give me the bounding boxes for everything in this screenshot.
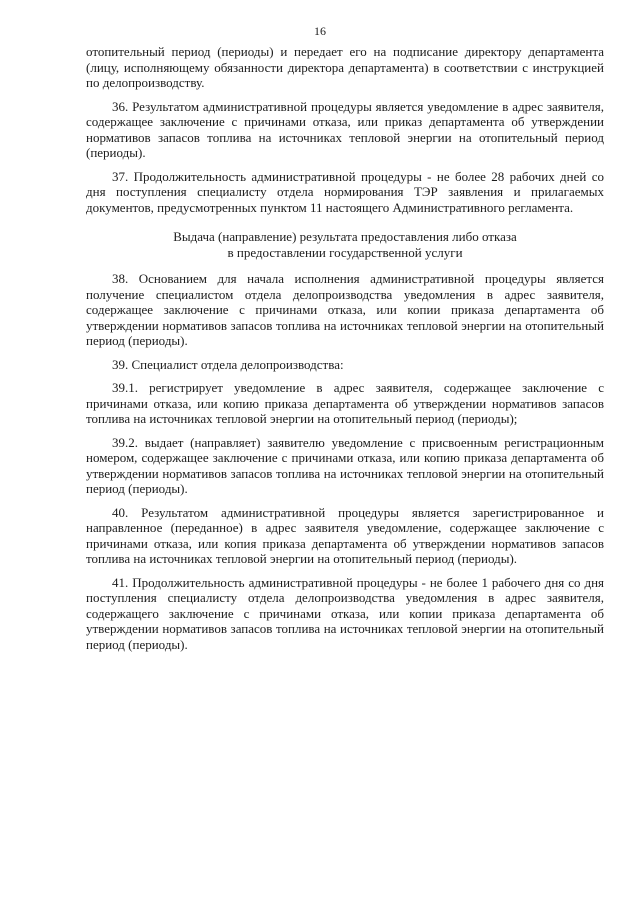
section-heading bbox=[86, 229, 604, 261]
section-heading-line-2: в предоставлении государственной услуги bbox=[227, 245, 463, 260]
paragraph-39: 39. Специалист отдела делопроизводства: bbox=[112, 356, 344, 372]
paragraph-37: 37. Продолжительность административной процедуры - не более 28 рабочих дней со дня поступления специалисту отдела нормирования ТЭР заявления и прилагаемых документов, предусмотренных пунктом 11 настоящего Административного регламента. bbox=[86, 168, 604, 215]
paragraph-38: 38. Основанием для начала исполнения административной процедуры является получение специалистом отдела делопроизводства уведомления в адрес заявителя, содержащее заключение с причинами отказа, или копии приказа департамента об утверждении нормативов запасов топлива на источниках тепловой энергии на отопительный период (периоды). bbox=[86, 271, 604, 348]
document-body bbox=[86, 44, 604, 660]
paragraph-41: 41. Продолжительность административной процедуры - не более 1 рабочего дня со дня поступления специалисту отдела делопроизводства уведомления в адрес заявителя, содержащего заключение с причинами отказа, или копии приказа департамента об утверждении нормативов запасов топлива на источниках тепловой энергии на отопительный период (периоды). bbox=[86, 574, 604, 652]
page-number: 16 bbox=[314, 24, 326, 38]
paragraph-36: 36. Результатом административной процедуры является уведомление в адрес заявителя, содержащее заключение с причинами отказа, или приказ департамента об утверждении нормативов запасов топлива на источниках тепловой энергии на отопительный период (периоды). bbox=[86, 98, 604, 160]
section-heading-line-1: Выдача (направление) результата предоставления либо отказа bbox=[173, 229, 517, 244]
paragraph-continuation: отопительный период (периоды) и передает его на подписание директору департамента (лицу, исполняющему обязанности директора департамента) в соответствии с инструкцией по делопроизводству. bbox=[86, 44, 604, 90]
paragraph-39-2: 39.2. выдает (направляет) заявителю уведомление с присвоенным регистрационным номером, содержащее заключение с причинами отказа, или копию приказа департамента об утверждении нормативов запасов топлива на источниках тепловой энергии на отопительный период (периоды). bbox=[86, 434, 604, 496]
paragraph-40: 40. Результатом административной процедуры является зарегистрированное и направленное (переданное) в адрес заявителя уведомление, содержащее заключение с причинами отказа, или копия приказа департамента об утверждении нормативов запасов топлива на источниках тепловой энергии на отопительный период (периоды). bbox=[86, 504, 604, 566]
paragraph-39-1: 39.1. регистрирует уведомление в адрес заявителя, содержащее заключение с причинами отказа, или копию приказа департамента об утверждении нормативов запасов топлива на источниках тепловой энергии на отопительный период (периоды); bbox=[86, 380, 604, 426]
